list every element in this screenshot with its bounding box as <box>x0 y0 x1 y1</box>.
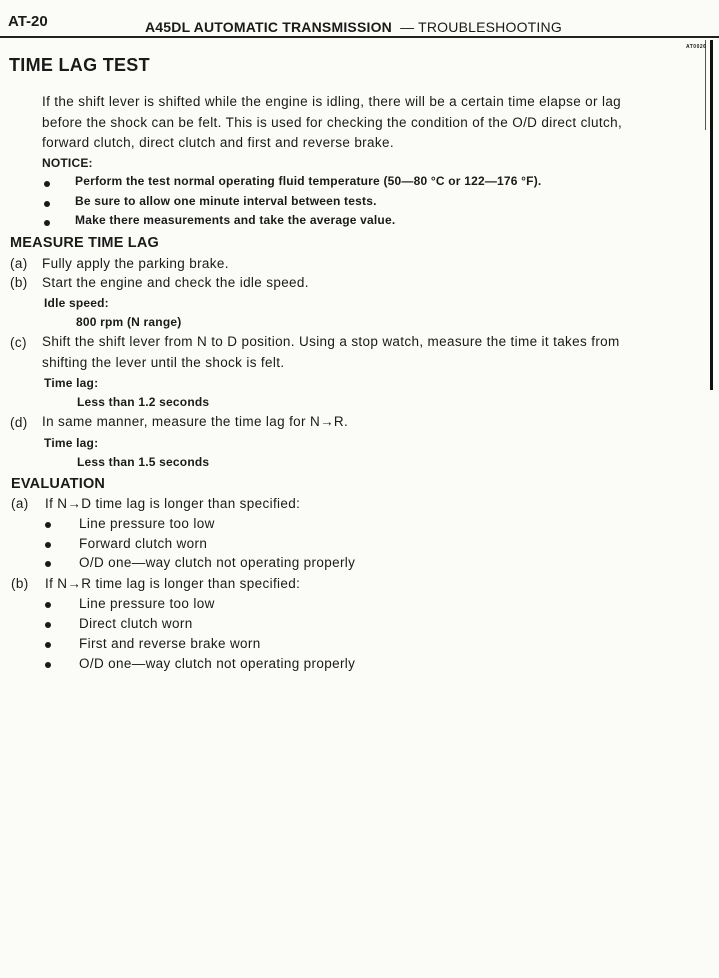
step-d-marker: (d) <box>10 415 28 430</box>
time-lag-value-nr: Less than 1.5 seconds <box>77 455 210 469</box>
eval-b-item-4: O/D one—way clutch not operating properly <box>79 656 356 671</box>
intro-line-1: If the shift lever is shifted while the engine is idling, there will be a certain time elapse or lag <box>42 94 622 109</box>
eval-b-text: If N→R time lag is longer than specified: <box>45 576 301 591</box>
step-c-line-1: Shift the shift lever from N to D position. Using a stop watch, measure the time it takes from <box>42 334 620 349</box>
eval-a-text: If N→D time lag is longer than specified: <box>45 496 301 511</box>
eval-a-item-3: O/D one—way clutch not operating properly <box>79 555 356 570</box>
notice-item-1: Perform the test normal operating fluid temperature (50—80 °C or 122—176 °F). <box>75 174 542 188</box>
time-lag-label-nr: Time lag: <box>44 436 99 450</box>
bullet-icon <box>44 220 50 226</box>
idle-speed-label: Idle speed: <box>44 296 109 310</box>
step-b-text: Start the engine and check the idle speed. <box>42 275 309 290</box>
header-manual-title: A45DL AUTOMATIC TRANSMISSION <box>145 19 392 35</box>
bullet-icon <box>45 642 51 648</box>
evaluation-heading: EVALUATION <box>11 476 106 492</box>
header-section: — TROUBLESHOOTING <box>400 19 562 35</box>
bullet-icon <box>45 542 51 548</box>
step-b-marker: (b) <box>10 275 28 290</box>
eval-a-item-2: Forward clutch worn <box>79 536 208 551</box>
margin-bar <box>710 40 713 390</box>
notice-label: NOTICE: <box>42 156 93 170</box>
time-lag-value-nd: Less than 1.2 seconds <box>77 395 210 409</box>
step-c-marker: (c) <box>10 335 27 350</box>
eval-b-item-3: First and reverse brake worn <box>79 636 261 651</box>
page-title: TIME LAG TEST <box>9 55 150 75</box>
idle-speed-value: 800 rpm (N range) <box>76 315 182 329</box>
bullet-icon <box>45 561 51 567</box>
eval-b-marker: (b) <box>11 576 29 591</box>
bullet-icon <box>45 662 51 668</box>
bullet-icon <box>45 602 51 608</box>
step-d-text: In same manner, measure the time lag for N→R. <box>42 414 349 429</box>
bullet-icon <box>44 201 50 207</box>
step-a-text: Fully apply the parking brake. <box>42 256 229 271</box>
step-a-marker: (a) <box>10 256 28 271</box>
bullet-icon <box>45 522 51 528</box>
intro-line-2: before the shock can be felt. This is used for checking the condition of the O/D direct clutch, <box>42 115 623 130</box>
eval-b-item-1: Line pressure too low <box>79 596 215 611</box>
header-title <box>145 19 562 35</box>
bullet-icon <box>45 622 51 628</box>
notice-item-2: Be sure to allow one minute interval between tests. <box>75 194 377 208</box>
eval-a-item-1: Line pressure too low <box>79 516 215 531</box>
time-lag-label-nd: Time lag: <box>44 376 99 390</box>
step-c-line-2: shifting the lever until the shock is felt. <box>42 355 285 370</box>
eval-b-item-2: Direct clutch worn <box>79 616 193 631</box>
margin-bar-thin <box>705 40 706 130</box>
header-rule <box>0 36 719 38</box>
figure-code: AT0026 <box>686 44 707 50</box>
intro-line-3: forward clutch, direct clutch and first and reverse brake. <box>42 135 394 150</box>
measure-heading: MEASURE TIME LAG <box>10 235 160 251</box>
eval-a-marker: (a) <box>11 496 29 511</box>
page-number: AT-20 <box>8 13 48 30</box>
bullet-icon <box>44 181 50 187</box>
notice-item-3: Make there measurements and take the average value. <box>75 213 396 227</box>
